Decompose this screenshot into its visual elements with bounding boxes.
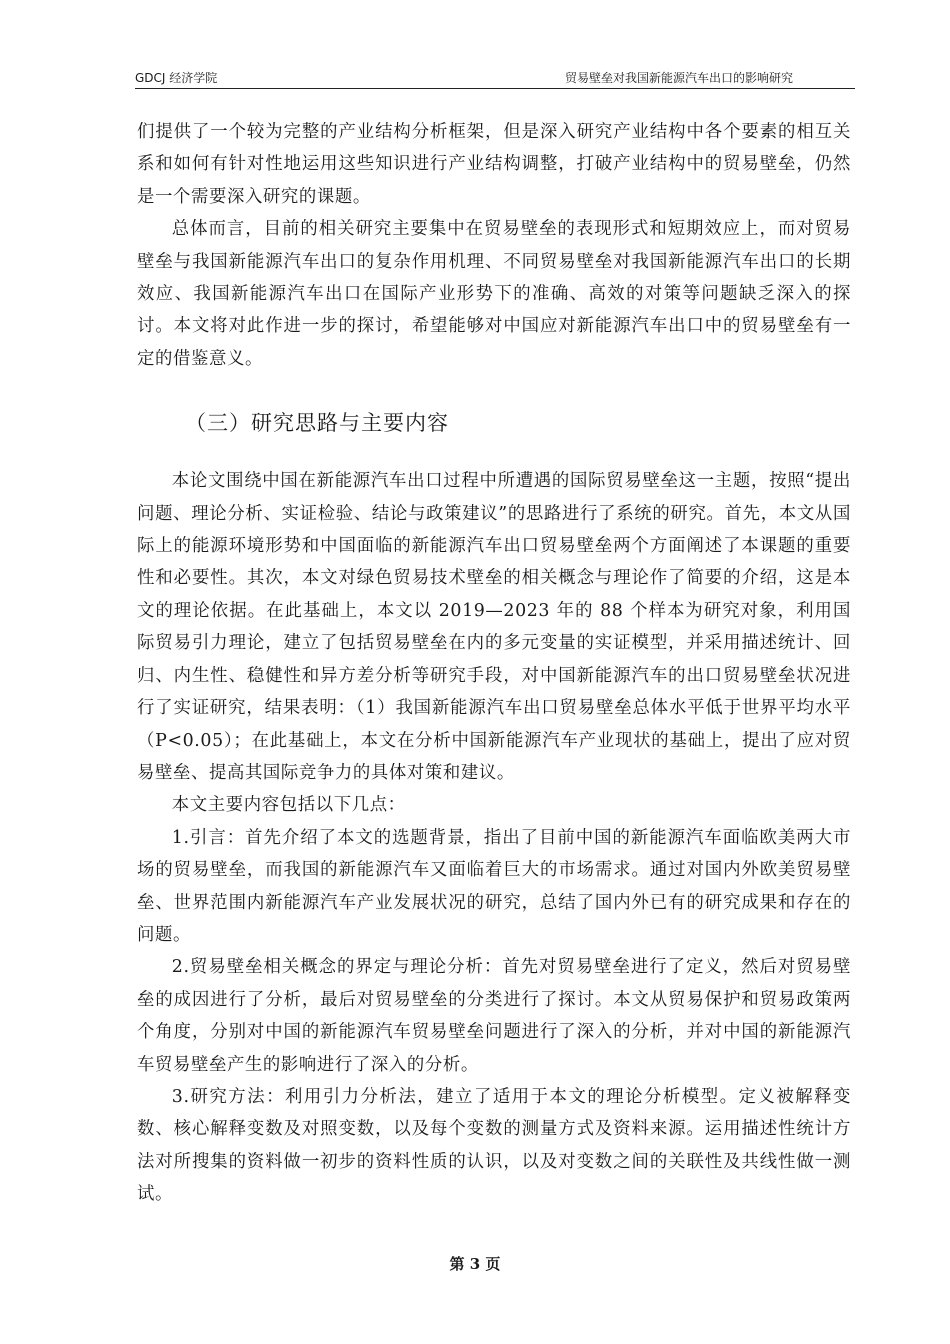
paragraph-item-introduction: 1.引言：首先介绍了本文的选题背景，指出了目前中国的新能源汽车面临欧美两大市场的贸易壁垒，而我国的新能源汽车又面临着巨大的市场需求。通过对国内外欧美贸易壁垒、世界范围内新能源汽车产业发展状况的研究，总结了国内外已有的研究成果和存在的问题。 bbox=[137, 827, 851, 945]
paragraph-research-approach: 本论文围绕中国在新能源汽车出口过程中所遭遇的国际贸易壁垒这一主题，按照“提出问题、理论分析、实证检验、结论与政策建议”的思路进行了系统的研究。首先，本文从国际上的能源环境形势和中国面临的新能源汽车出口贸易壁垒两个方面阐述了本课题的重要性和必要性。其次，本文对绿色贸易技术壁垒的相关概念与理论作了简要的介绍，这是本文的理论依据。在此基础上，本文以 2019—2023 年的 88 个样本为研究对象，利用国际贸易引力理论，建立了包括贸易壁垒在内的多元变量的实证模型，并采用描述统计、回归、内生性、稳健性和异方差分析等研究手段，对中国新能源汽车的出口贸易壁垒状况进行了实证研究，结果表明：（1）我国新能源汽车出口贸易壁垒总体水平低于世界平均水平（P<0.05）；在此基础上，本文在分析中国新能源汽车产业现状的基础上，提出了应对贸易壁垒、提高其国际竞争力的具体对策和建议。 bbox=[137, 471, 851, 783]
paragraph-main-content-intro: 本文主要内容包括以下几点： bbox=[171, 795, 406, 816]
page-body bbox=[137, 116, 851, 1211]
paragraph-continued: 们提供了一个较为完整的产业结构分析框架，但是深入研究产业结构中各个要素的相互关系和如何有针对性地运用这些知识进行产业结构调整，打破产业结构中的贸易壁垒，仍然是一个需要深入研究的课题。 bbox=[137, 122, 851, 207]
page-header bbox=[135, 70, 855, 89]
page-number: 第 3 页 bbox=[449, 1255, 501, 1273]
section-heading: （三）研究思路与主要内容 bbox=[185, 411, 449, 436]
paragraph-item-methods: 3.研究方法：利用引力分析法，建立了适用于本文的理论分析模型。定义被解释变数、核心解释变数及对照变数，以及每个变数的测量方式及资料来源。运用描述性统计方法对所搜集的资料做一初步的资料性质的认识，以及对变数之间的关联性及共线性做一测试。 bbox=[137, 1086, 851, 1205]
header-institution: GDCJ 经济学院 bbox=[135, 71, 218, 85]
header-thesis-title: 贸易壁垒对我国新能源汽车出口的影响研究 bbox=[564, 71, 793, 85]
paragraph-summary: 总体而言，目前的相关研究主要集中在贸易壁垒的表现形式和短期效应上，而对贸易壁垒与我国新能源汽车出口的复杂作用机理、不同贸易壁垒对我国新能源汽车出口的长期效应、我国新能源汽车出口在国际产业形势下的准确、高效的对策等问题缺乏深入的探讨。本文将对此作进一步的探讨，希望能够对中国应对新能源汽车出口中的贸易壁垒有一定的借鉴意义。 bbox=[137, 219, 851, 369]
paragraph-item-concepts: 2.贸易壁垒相关概念的界定与理论分析：首先对贸易壁垒进行了定义，然后对贸易壁垒的成因进行了分析，最后对贸易壁垒的分类进行了探讨。本文从贸易保护和贸易政策两个角度，分别对中国的新能源汽车贸易壁垒问题进行了深入的分析，并对中国的新能源汽车贸易壁垒产生的影响进行了深入的分析。 bbox=[137, 957, 851, 1075]
